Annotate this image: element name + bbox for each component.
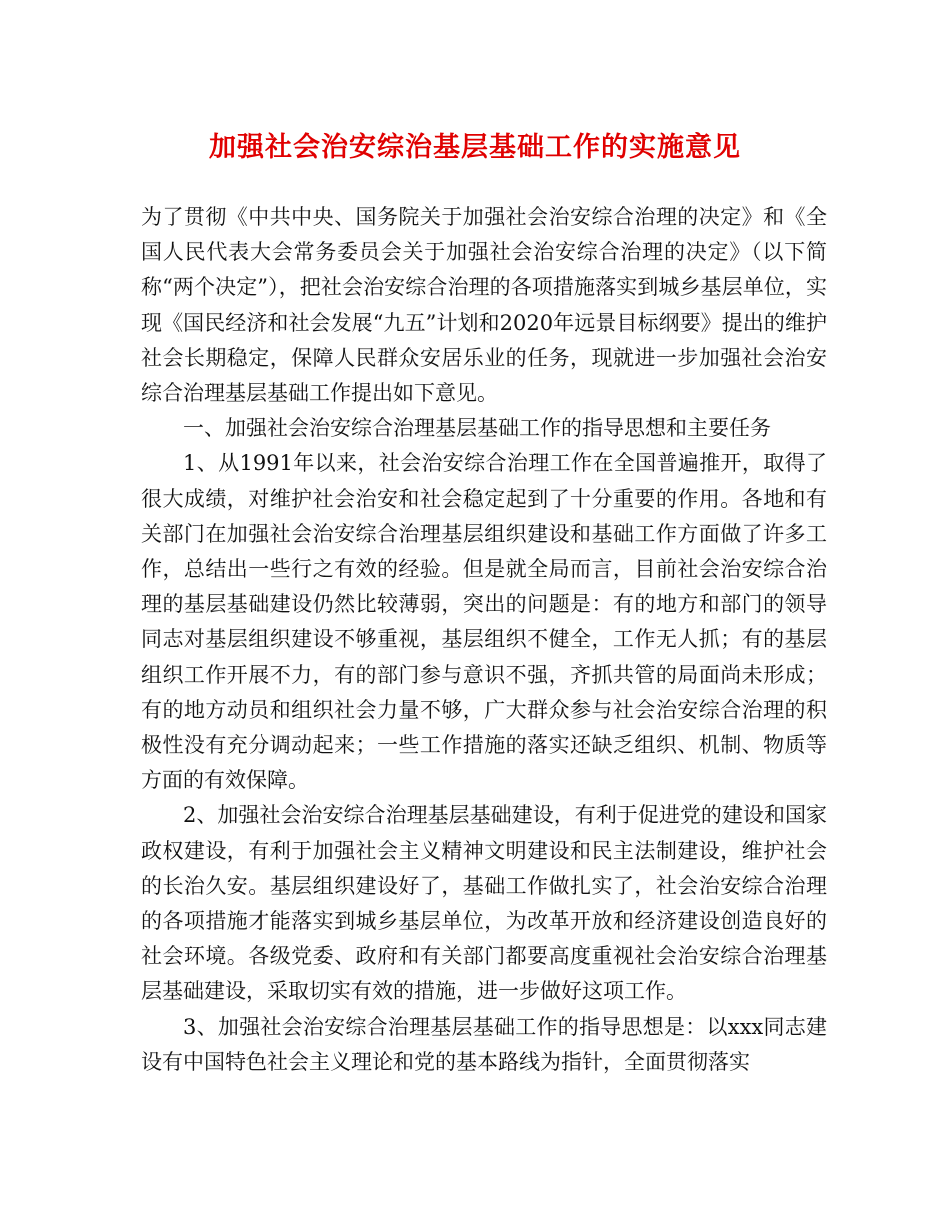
body-paragraph-2: 2、加强社会治安综合治理基层基础建设，有利于促进党的建设和国家政权建设，有利于加强社会主义精神文明建设和民主法制建设，维护社会的长治久安。基层组织建设好了，基础工作做扎实了，社会治安综合治理的各项措施才能落实到城乡基层单位，为改革开放和经济建设创造良好的社会环境。各级党委、政府和有关部门都要高度重视社会治安综合治理基层基础建设，采取切实有效的措施，进一步做好这项工作。 (141, 803, 827, 1004)
intro-paragraph: 为了贯彻《中共中央、国务院关于加强社会治安综合治理的决定》和《全国人民代表大会常务委员会关于加强社会治安综合治理的决定》（以下简称“两个决定”），把社会治安综合治理的各项措施落实到城乡基层单位，实现《国民经济和社会发展“九五”计划和2020年远景目标纲要》提出的维护社会长期稳定，保障人民群众安居乐业的任务，现就进一步加强社会治安综合治理基层基础工作提出如下意见。 (141, 205, 827, 406)
document-title: 加强社会治安综治基层基础工作的实施意见 (209, 132, 741, 163)
section-heading: 一、加强社会治安综合治理基层基础工作的指导思想和主要任务 (183, 416, 771, 441)
body-paragraph-3: 3、加强社会治安综合治理基层基础工作的指导思想是：以xxx同志建设有中国特色社会主义理论和党的基本路线为指针，全面贯彻落实 (141, 1014, 827, 1074)
body-paragraph-1: 1、从1991年以来，社会治安综合治理工作在全国普遍推开，取得了很大成绩，对维护社会治安和社会稳定起到了十分重要的作用。各地和有关部门在加强社会治安综合治理基层组织建设和基础工作方面做了许多工作，总结出一些行之有效的经验。但是就全局而言，目前社会治安综合治理的基层基础建设仍然比较薄弱，突出的问题是：有的地方和部门的领导同志对基层组织建设不够重视，基层组织不健全，工作无人抓；有的基层组织工作开展不力，有的部门参与意识不强，齐抓共管的局面尚未形成；有的地方动员和组织社会力量不够，广大群众参与社会治安综合治理的积极性没有充分调动起来；一些工作措施的落实还缺乏组织、机制、物质等方面的有效保障。 (141, 451, 827, 793)
document-body (141, 200, 827, 1080)
